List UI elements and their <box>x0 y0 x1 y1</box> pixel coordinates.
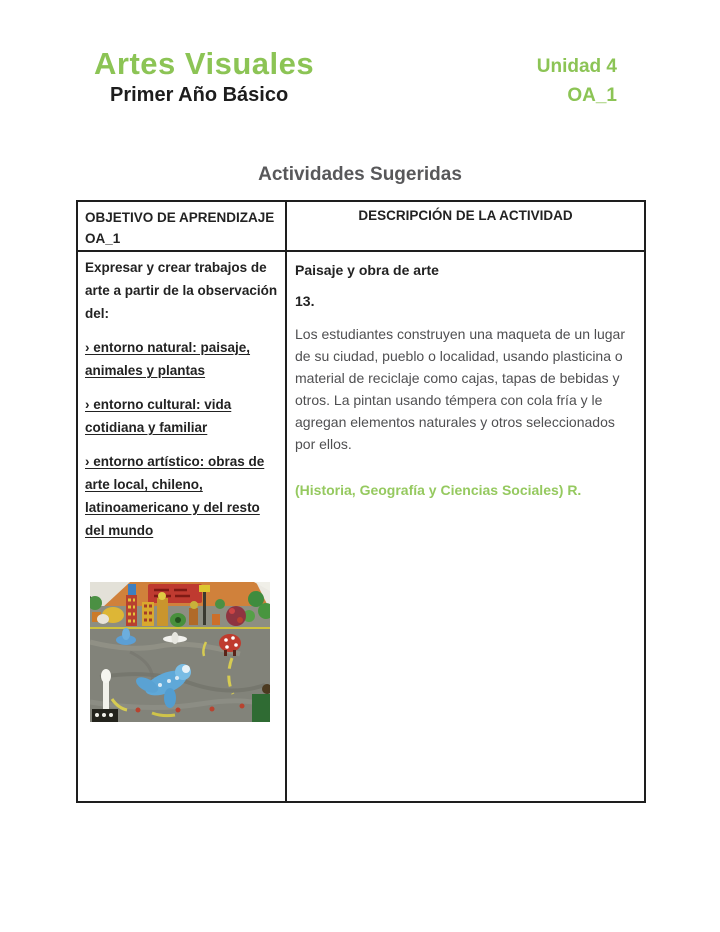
objective-bullet-artistico: › entorno artístico: obras de arte local, chileno, latinoamericano y del resto del mundo <box>85 454 265 538</box>
activity-title: Paisaje y obra de arte <box>295 262 439 278</box>
activity-description: Los estudiantes construyen una maqueta de un lugar de su ciudad, pueblo o localidad, usando plasticina o material de reciclaje como cajas, tapas de bebidas y otros. La pintan usando témpera con cola fría y le agregan elementos naturales y otros seleccionados por ellos. <box>295 326 626 452</box>
activity-subjects-note: (Historia, Geografía y Ciencias Sociales) R. <box>295 482 582 498</box>
activity-cell <box>287 252 644 801</box>
maqueta-photo <box>90 582 270 722</box>
objective-bullet-cultural: › entorno cultural: vida cotidiana y familiar <box>85 397 232 435</box>
oa-code-label: OA_1 <box>567 85 617 106</box>
description-column-header: DESCRIPCIÓN DE LA ACTIVIDAD <box>287 202 644 252</box>
objective-bullet-natural: › entorno natural: paisaje, animales y plantas <box>85 340 251 378</box>
objective-column-header: OBJETIVO DE APRENDIZAJE OA_1 <box>78 202 287 252</box>
objective-cell <box>78 252 287 801</box>
page-subtitle: Primer Año Básico <box>110 84 289 106</box>
unit-label: Unidad 4 <box>536 56 617 77</box>
activities-table <box>76 200 646 803</box>
section-heading: Actividades Sugeridas <box>258 164 462 185</box>
activity-number: 13. <box>295 293 315 309</box>
unit-block <box>537 52 617 110</box>
page-title: Artes Visuales <box>94 46 315 81</box>
objective-intro: Expresar y crear trabajos de arte a partir de la observación del: <box>85 260 278 321</box>
